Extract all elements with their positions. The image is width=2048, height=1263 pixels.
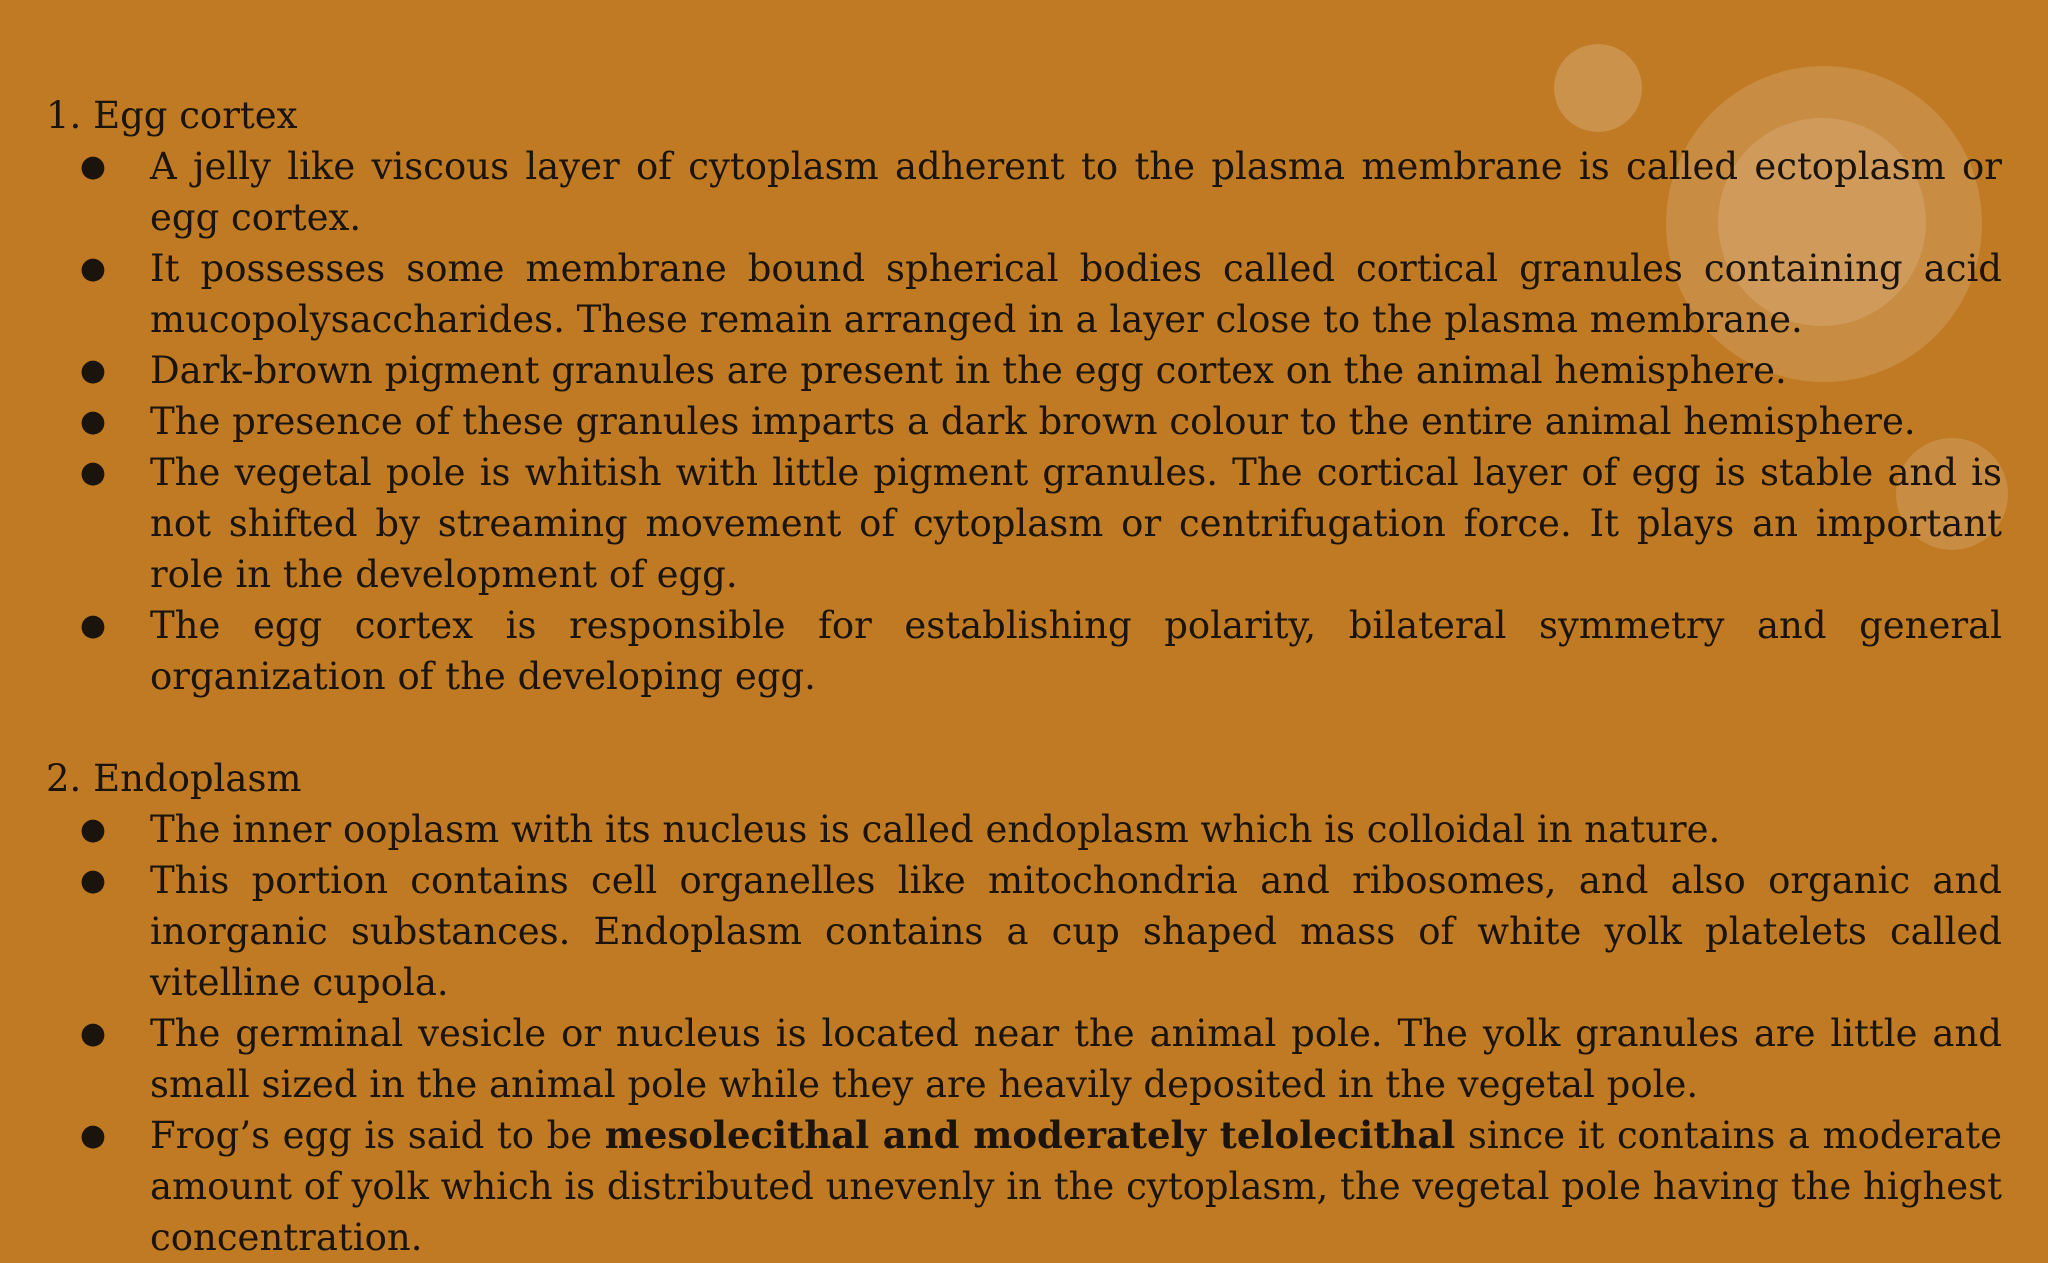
section-egg-cortex [46,90,2002,702]
list-item [46,1008,2002,1110]
section-heading: 1. Egg cortex [46,94,298,137]
bullet-icon: ● [79,1016,107,1051]
list-item-text-after: since it contains a moderate amount of yolk which is distributed unevenly in the cytoplasm, the vegetal pole having the highest concentration. [150,1114,2002,1259]
list-item-text: The egg cortex is responsible for establishing polarity, bilateral symmetry and general organization of the developing egg. [150,604,2002,698]
bullet-icon: ● [79,863,107,898]
list-item [46,855,2002,1008]
bullet-list [46,141,2002,702]
list-item [46,447,2002,600]
list-item-text: The germinal vesicle or nucleus is located near the animal pole. The yolk granules are little and small sized in the animal pole while they are heavily deposited in the vegetal pole. [150,1012,2002,1106]
list-item [46,396,2002,447]
list-item [46,1110,2002,1263]
list-item [46,804,2002,855]
bullet-icon: ● [79,149,107,184]
list-item [46,141,2002,243]
section-spacer [46,702,2002,753]
list-item-text: A jelly like viscous layer of cytoplasm adherent to the plasma membrane is called ectoplasm or egg cortex. [150,145,2002,239]
list-item-text: This portion contains cell organelles like mitochondria and ribosomes, and also organic and inorganic substances. Endoplasm contains a cup shaped mass of white yolk platelets called vitelline cupola. [150,859,2002,1004]
list-item [46,600,2002,702]
bullet-icon: ● [79,251,107,286]
bullet-icon: ● [79,404,107,439]
list-item [46,243,2002,345]
list-item-text: The vegetal pole is whitish with little pigment granules. The cortical layer of egg is stable and is not shifted by streaming movement of cytoplasm or centrifugation force. It plays an important role in the development of egg. [150,451,2002,596]
section-endoplasm [46,753,2002,1263]
list-item-text: The inner ooplasm with its nucleus is called endoplasm which is colloidal in nature. [150,808,1721,851]
bullet-icon: ● [79,812,107,847]
section-heading: 2. Endoplasm [46,757,302,800]
bullet-list [46,804,2002,1263]
list-item-text: Dark-brown pigment granules are present in the egg cortex on the animal hemisphere. [150,349,1787,392]
bullet-icon: ● [79,455,107,490]
slide-content [46,90,2002,1263]
bullet-icon: ● [79,353,107,388]
list-item-text-before: Frog’s egg is said to be [150,1114,605,1157]
list-item-text: It possesses some membrane bound spherical bodies called cortical granules containing acid mucopolysaccharides. These remain arranged in a layer close to the plasma membrane. [150,247,2002,341]
bullet-icon: ● [79,1118,107,1153]
list-item [46,345,2002,396]
list-item-text: The presence of these granules imparts a dark brown colour to the entire animal hemisphere. [150,400,1916,443]
bullet-icon: ● [79,608,107,643]
bold-term: mesolecithal and moderately telolecithal [604,1113,1456,1157]
